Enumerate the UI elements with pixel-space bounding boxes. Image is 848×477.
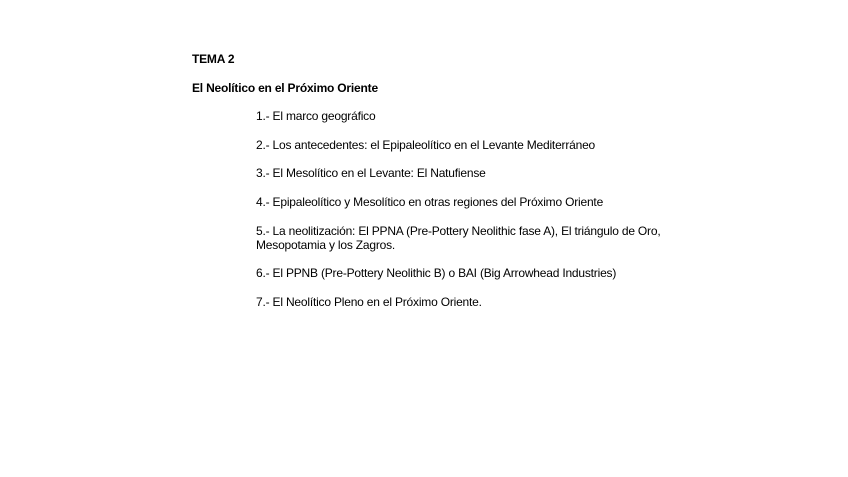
document-title: TEMA 2 — [192, 52, 235, 66]
topic-item-6: 6.- El PPNB (Pre-Pottery Neolithic B) o BAI (Big Arrowhead Industries) — [256, 266, 617, 280]
topic-item-4: 4.- Epipaleolítico y Mesolítico en otras regiones del Próximo Oriente — [256, 195, 604, 209]
topic-item-5: 5.- La neolitización: El PPNA (Pre-Pottery Neolithic fase A), El triángulo de Oro, Mesopotamia y los Zagros. — [256, 224, 661, 252]
topic-item-1: 1.- El marco geográfico — [256, 109, 376, 123]
topic-item-7: 7.- El Neolítico Pleno en el Próximo Oriente. — [256, 295, 482, 309]
topic-item-3: 3.- El Mesolítico en el Levante: El Natufiense — [256, 166, 486, 180]
document-subtitle: El Neolítico en el Próximo Oriente — [192, 81, 378, 95]
topic-item-2: 2.- Los antecedentes: el Epipaleolítico en el Levante Mediterráneo — [256, 138, 596, 152]
